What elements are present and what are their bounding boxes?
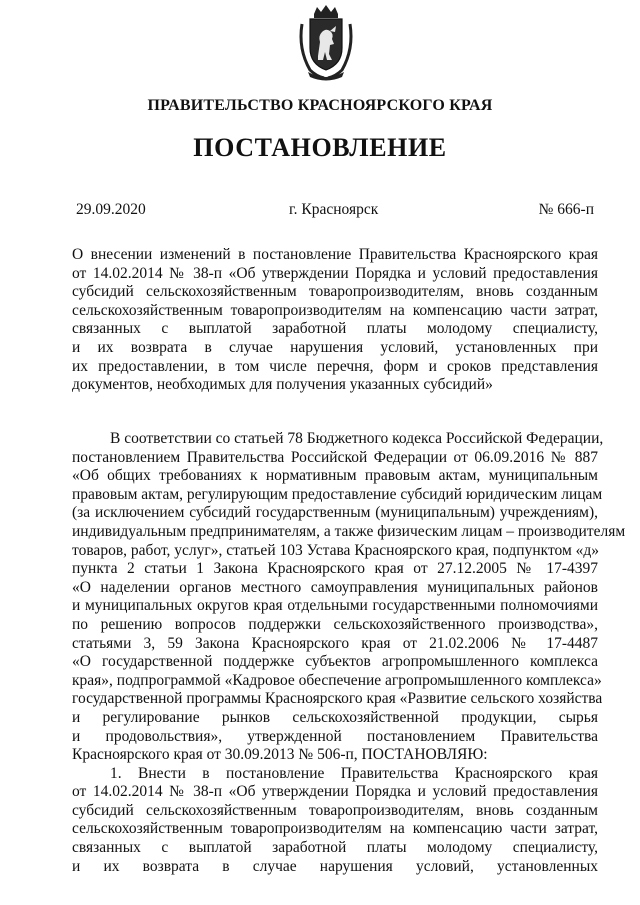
- body-line: товаров, работ, услуг», статьей 103 Устава Красноярского края, подпунктом «д»: [72, 541, 600, 559]
- body-line: «Об общих требованиях к нормативным правовым актам, муниципальным: [72, 467, 598, 485]
- body-line: пункта 2 статьи 1 Закона Красноярского края от 27.12.2005 № 17-4397: [72, 560, 598, 578]
- body-line: статьями 3, 59 Закона Красноярского края от 21.02.2006 № 17-4487: [72, 634, 598, 652]
- body-line: Красноярского края от 30.09.2013 № 506-п, ПОСТАНОВЛЯЮ:: [72, 746, 488, 764]
- document-date: 29.09.2020: [76, 201, 146, 218]
- body-line: 1. Внести в постановление Правительства Красноярского края: [110, 764, 598, 782]
- document-city: г. Красноярск: [289, 201, 379, 218]
- subject-line: связанных с выплатой заработной платы молодому специалисту,: [72, 320, 598, 338]
- document-body: [72, 430, 626, 876]
- body-line: края», подпрограммой «Кадровое обеспечение агропромышленного комплекса»: [72, 671, 602, 689]
- body-line: сельскохозяйственным товаропроизводителям на компенсацию части затрат,: [72, 820, 598, 838]
- subject-line: их предоставлении, в том числе перечня, форм и сроков представления: [72, 357, 598, 375]
- body-line: связанных с выплатой заработной платы молодому специалисту,: [72, 839, 598, 857]
- krasnoyarsk-coat-of-arms-icon: [296, 4, 356, 82]
- body-line: «О государственной поддержке субъектов агропромышленного комплекса: [72, 653, 598, 671]
- subject-line: субсидий сельскохозяйственным товаропроизводителям, вновь созданным: [72, 283, 598, 301]
- body-line: субсидий сельскохозяйственным товаропроизводителям, вновь созданным: [72, 801, 598, 819]
- body-line: В соответствии со статьей 78 Бюджетного кодекса Российской Федерации,: [110, 430, 604, 447]
- body-line: и их возврата в случае нарушения условий, установленных: [72, 857, 598, 875]
- body-line: индивидуальным предпринимателям, а также физическим лицам – производителям: [72, 522, 626, 540]
- subject-line: от 14.02.2014 № 38-п «Об утверждении Порядка и условий предоставления: [72, 264, 598, 282]
- body-line: постановлением Правительства Российской Федерации от 06.09.2016 № 887: [72, 448, 598, 466]
- body-line: от 14.02.2014 № 38-п «Об утверждении Порядка и условий предоставления: [72, 783, 598, 801]
- body-line: и муниципальных округов края отдельными государственными полномочиями: [72, 597, 598, 615]
- body-line: и регулирование рынков сельскохозяйственной продукции, сырья: [72, 708, 598, 726]
- body-line: и продовольствия», утвержденной постановлением Правительства: [72, 727, 598, 745]
- document-number: № 666-п: [538, 201, 594, 218]
- subject-line: О внесении изменений в постановление Правительства Красноярского края: [72, 246, 598, 263]
- subject-line: документов, необходимых для получения указанных субсидий»: [72, 376, 493, 394]
- body-line: «О наделении органов местного самоуправления муниципальных районов: [72, 578, 598, 596]
- government-title: ПРАВИТЕЛЬСТВО КРАСНОЯРСКОГО КРАЯ: [147, 97, 493, 114]
- body-line: по решению вопросов поддержки сельскохозяйственного производства»,: [72, 615, 598, 633]
- subject-line: и их возврата в случае нарушения условий, установленных при: [72, 338, 598, 356]
- document-type-title: ПОСТАНОВЛЕНИЕ: [193, 133, 447, 162]
- document-subject: [72, 246, 598, 395]
- document-meta: [76, 201, 594, 221]
- body-line: (за исключением субсидий государственным (муниципальным) учреждениям),: [72, 504, 598, 522]
- body-line: государственной программы Красноярского края «Развитие сельского хозяйства: [72, 690, 603, 708]
- subject-line: сельскохозяйственным товаропроизводителям на компенсацию части затрат,: [72, 301, 598, 319]
- body-line: правовым актам, регулирующим предоставление субсидий юридическим лицам: [72, 485, 603, 503]
